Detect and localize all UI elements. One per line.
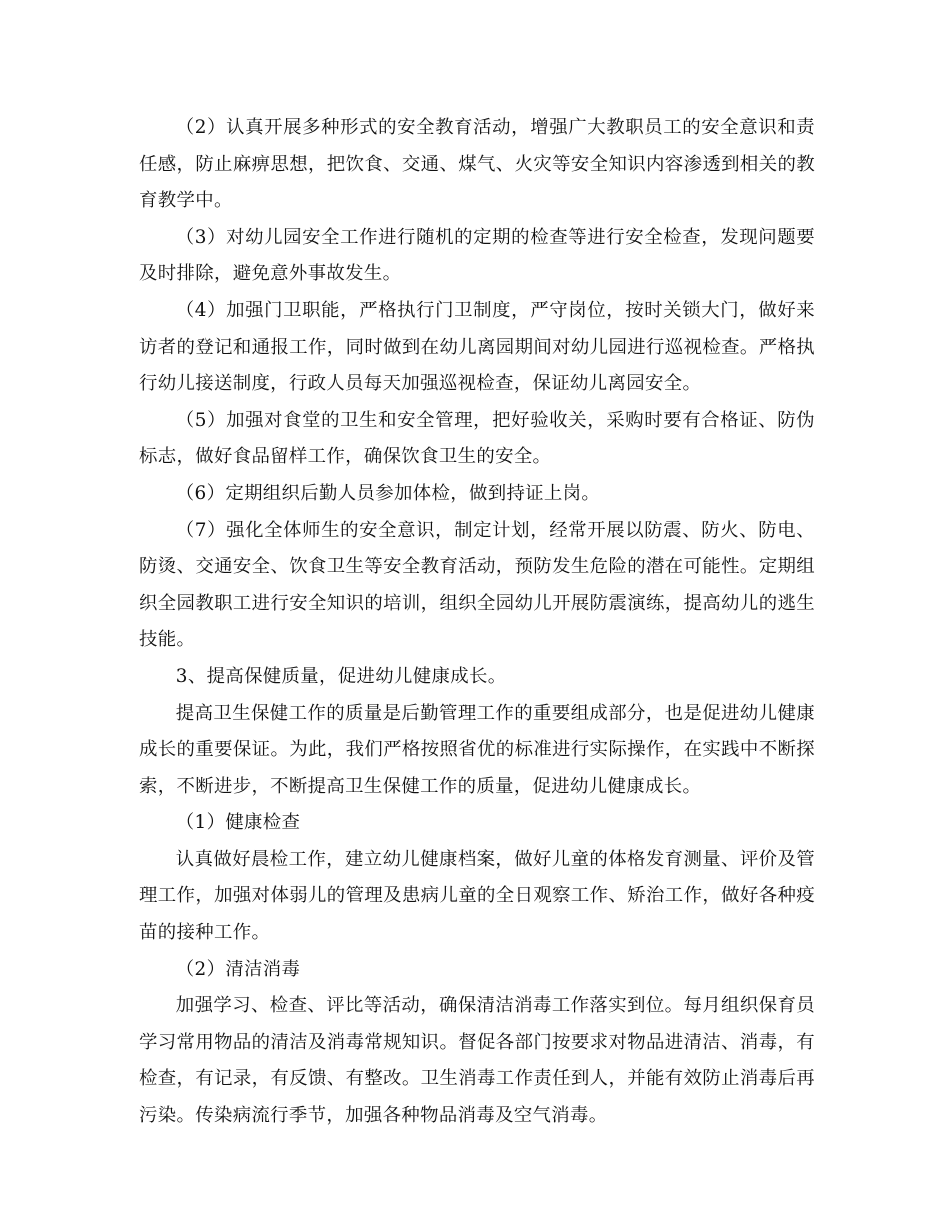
paragraph-guard-duty: （4）加强门卫职能，严格执行门卫制度，严守岗位，按时关锁大门，做好来访者的登记和通报工作，同时做到在幼儿离园期间对幼儿园进行巡视检查。严格执行幼儿接送制度，行政人员每天加强巡视检查，保证幼儿离园安全。 <box>139 299 815 395</box>
document-body <box>139 110 815 1135</box>
paragraph-canteen-safety: （5）加强对食堂的卫生和安全管理，把好验收关，采购时要有合格证、防伪标志，做好食品留样工作，确保饮食卫生的安全。 <box>139 409 815 468</box>
paragraph-health-check: 认真做好晨检工作，建立幼儿健康档案，做好儿童的体格发育测量、评价及管理工作，加强对体弱儿的管理及患病儿童的全日观察工作、矫治工作，做好各种疫苗的接种工作。 <box>139 848 815 944</box>
paragraph-safety-education: （2）认真开展多种形式的安全教育活动，增强广大教职员工的安全意识和责任感，防止麻痹思想，把饮食、交通、煤气、火灾等安全知识内容渗透到相关的教育教学中。 <box>139 117 815 212</box>
paragraph-disinfection: 加强学习、检查、评比等活动，确保清洁消毒工作落实到位。每月组织保育员学习常用物品的清洁及消毒常规知识。督促各部门按要求对物品进清洁、消毒，有检查，有记录，有反馈、有整改。卫生消毒工作责任到人，并能有效防止消毒后再污染。传染病流行季节，加强各种物品消毒及空气消毒。 <box>139 995 815 1127</box>
subheading-disinfection: （2）清洁消毒 <box>175 958 301 980</box>
subheading-health-check: （1）健康检查 <box>175 812 301 834</box>
paragraph-safety-awareness: （7）强化全体师生的安全意识，制定计划，经常开展以防震、防火、防电、防烫、交通安全、饮食卫生等安全教育活动，预防发生危险的潜在可能性。定期组织全园教职工进行安全知识的培训，组织全园幼儿开展防震演练，提高幼儿的逃生技能。 <box>139 519 815 651</box>
section-heading-healthcare: 3、提高保健质量，促进幼儿健康成长。 <box>175 665 507 687</box>
paragraph-healthcare-quality: 提高卫生保健工作的质量是后勤管理工作的重要组成部分，也是促进幼儿健康成长的重要保证。为此，我们严格按照省优的标准进行实际操作，在实践中不断探索，不断进步，不断提高卫生保健工作的质量，促进幼儿健康成长。 <box>139 702 815 797</box>
paragraph-staff-checkup: （6）定期组织后勤人员参加体检，做到持证上岗。 <box>175 482 601 504</box>
paragraph-safety-inspection: （3）对幼儿园安全工作进行随机的定期的检查等进行安全检查，发现问题要及时排除，避免意外事故发生。 <box>139 226 815 285</box>
